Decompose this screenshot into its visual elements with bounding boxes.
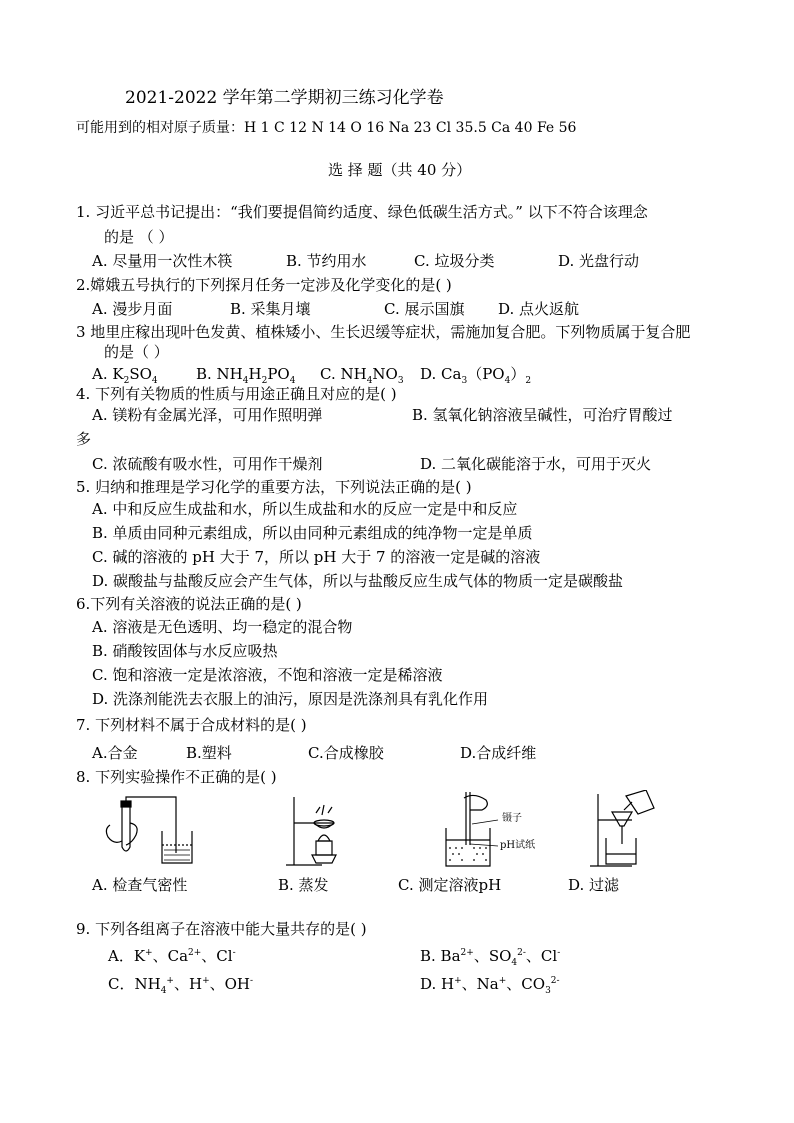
- q9-option-c: [108, 974, 253, 994]
- q9-a-sup3: -: [232, 948, 236, 958]
- exam-title: 2021-2022 学年第二学期初三练习化学卷: [125, 88, 444, 108]
- q1-option-c: C. 垃圾分类: [414, 252, 495, 270]
- q9-a-t3: 、Cl: [201, 947, 233, 965]
- q9-a-t1: A．K: [108, 947, 146, 965]
- q9-c-t3: 、OH: [209, 975, 250, 993]
- q3-c-text: C. NH: [320, 365, 367, 383]
- q3-stem-cont: 的是（ ）: [104, 343, 169, 361]
- q9-d-sup3: 2-: [550, 976, 560, 986]
- q6-stem: 6.下列有关溶液的说法正确的是( ): [76, 595, 302, 613]
- q4-option-d: D. 二氧化碳能溶于水，可用于灭火: [420, 455, 652, 473]
- q1-option-d: D. 光盘行动: [558, 252, 640, 270]
- q3-a-text2: SO: [129, 365, 152, 383]
- figure-filtration: [588, 790, 663, 870]
- q3-c-sub1: 4: [366, 376, 373, 386]
- q7-stem: 7. 下列材料不属于合成材料的是( ): [76, 716, 307, 734]
- q4-option-a: A. 镁粉有金属光泽，可用作照明弹: [92, 406, 323, 424]
- q2-option-a: A. 漫步月面: [92, 300, 173, 318]
- q9-d-sup1: +: [454, 976, 462, 986]
- q3-b-sub3: 4: [289, 376, 296, 386]
- section-title: 选 择 题（共 40 分）: [328, 161, 472, 179]
- q2-option-c: C. 展示国旗: [384, 300, 465, 318]
- q6-option-c: C. 饱和溶液一定是浓溶液，不饱和溶液一定是稀溶液: [92, 666, 443, 684]
- q8-option-b: B. 蒸发: [278, 876, 329, 894]
- q5-option-d: D. 碳酸盐与盐酸反应会产生气体，所以与盐酸反应生成气体的物质一定是碳酸盐: [92, 572, 624, 590]
- q9-option-a: [108, 946, 236, 966]
- q3-b-text: B. NH: [196, 365, 243, 383]
- q9-d-t1: D. H: [420, 975, 455, 993]
- figure-ph-measurement: [440, 790, 560, 870]
- q9-option-b: [420, 946, 560, 966]
- q1-stem-cont: 的是 （ ）: [104, 228, 174, 246]
- q7-option-a: A.合金: [92, 744, 138, 762]
- q3-b-text3: PO: [267, 365, 290, 383]
- atomic-mass-line: 可能用到的相对原子质量：H 1 C 12 N 14 O 16 Na 23 Cl 35.5 Ca 40 Fe 56: [76, 120, 577, 136]
- q2-stem: 2.嫦娥五号执行的下列探月任务一定涉及化学变化的是( ): [76, 276, 452, 294]
- q8-option-d: D. 过滤: [568, 876, 620, 894]
- q7-option-c: C.合成橡胶: [308, 744, 384, 762]
- q9-a-sup2: 2+: [188, 948, 202, 958]
- q3-a-sub1: 2: [123, 376, 130, 386]
- figure-label-tweezers: 镊子: [502, 813, 522, 824]
- q9-d-t2: 、Na: [461, 975, 499, 993]
- q8-stem: 8. 下列实验操作不正确的是( ): [76, 768, 277, 786]
- q5-option-a: A. 中和反应生成盐和水，所以生成盐和水的反应一定是中和反应: [92, 500, 518, 518]
- q5-option-c: C. 碱的溶液的 pH 大于 7，所以 pH 大于 7 的溶液一定是碱的溶液: [92, 548, 541, 566]
- q9-b-sup1: 2+: [460, 948, 474, 958]
- q9-c-t1: C．NH: [108, 975, 161, 993]
- q9-b-t2: 、SO: [473, 947, 512, 965]
- q9-d-sup2: +: [498, 976, 507, 986]
- q9-option-d: [420, 974, 560, 994]
- q4-option-b-cont: 多: [76, 430, 92, 448]
- q1-option-b: B. 节约用水: [286, 252, 367, 270]
- q9-b-sub1: 4: [511, 958, 518, 968]
- q8-option-a: A. 检查气密性: [92, 876, 188, 894]
- q2-option-d: D. 点火返航: [498, 300, 580, 318]
- q3-d-text: D. Ca: [420, 365, 462, 383]
- q9-c-t2: 、H: [173, 975, 203, 993]
- figure-evaporation: [282, 795, 362, 870]
- q3-c-text2: NO: [372, 365, 398, 383]
- q9-b-t3: 、Cl: [525, 947, 558, 965]
- q9-c-sup3: -: [250, 976, 254, 986]
- q3-a-sub2: 4: [151, 376, 158, 386]
- q3-d-sub1: 3: [461, 376, 468, 386]
- q8-option-c: C. 测定溶液pH: [398, 876, 502, 894]
- q1-option-a: A. 尽量用一次性木筷: [92, 252, 233, 270]
- q3-c-sub2: 3: [397, 376, 404, 386]
- q1-stem: 1. 习近平总书记提出：“我们要提倡简约适度、绿色低碳生活方式。” 以下不符合该理念: [76, 203, 648, 221]
- q4-option-b: B. 氢氧化钠溶液呈碱性，可治疗胃酸过: [412, 406, 673, 424]
- q3-option-b: [196, 364, 295, 384]
- q3-d-sub2: 4: [504, 376, 511, 386]
- q2-option-b: B. 采集月壤: [230, 300, 311, 318]
- q6-option-b: B. 硝酸铵固体与水反应吸热: [92, 642, 278, 660]
- q3-d-sub3: 2: [525, 376, 532, 386]
- q9-a-sup1: +: [145, 948, 153, 958]
- q5-option-b: B. 单质由同种元素组成，所以由同种元素组成的纯净物一定是单质: [92, 524, 533, 542]
- q9-a-t2: 、Ca: [152, 947, 189, 965]
- q3-stem: 3 地里庄稼出现叶色发黄、植株矮小、生长迟缓等症状，需施加复合肥。下列物质属于复合肥: [76, 323, 691, 341]
- q9-c-sup2: +: [202, 976, 210, 986]
- q3-d-text3: ）: [510, 365, 526, 383]
- q5-stem: 5. 归纳和推理是学习化学的重要方法，下列说法正确的是( ): [76, 478, 472, 496]
- figure-label-ph-paper: pH试纸: [500, 840, 536, 851]
- q3-option-d: [420, 364, 531, 384]
- q4-stem: 4. 下列有关物质的性质与用途正确且对应的是( ): [76, 385, 397, 403]
- q9-b-sup2: 2-: [517, 948, 526, 958]
- q9-c-sub1: 4: [160, 986, 167, 996]
- q4-option-c: C. 浓硫酸有吸水性，可用作干燥剂: [92, 455, 323, 473]
- q3-option-c: [320, 364, 404, 384]
- q9-c-sup1: +: [166, 976, 174, 986]
- q3-option-a: [92, 364, 158, 384]
- q3-b-text2: H: [248, 365, 262, 383]
- q3-b-sub2: 2: [261, 376, 268, 386]
- q7-option-b: B.塑料: [186, 744, 232, 762]
- q9-d-t3: 、CO: [506, 975, 546, 993]
- q3-d-text2: （PO: [467, 365, 505, 383]
- q9-b-t1: B. Ba: [420, 947, 461, 965]
- q9-b-sup3: -: [557, 948, 561, 958]
- figure-airtightness-check: [100, 795, 200, 870]
- q3-b-sub1: 4: [242, 376, 249, 386]
- q6-option-a: A. 溶液是无色透明、均一稳定的混合物: [92, 618, 353, 636]
- q9-d-sub1: 3: [545, 986, 551, 996]
- q3-a-text: A. K: [92, 365, 124, 383]
- q7-option-d: D.合成纤维: [460, 744, 537, 762]
- q6-option-d: D. 洗涤剂能洗去衣服上的油污，原因是洗涤剂具有乳化作用: [92, 690, 489, 708]
- q9-stem: 9. 下列各组离子在溶液中能大量共存的是( ): [76, 920, 367, 938]
